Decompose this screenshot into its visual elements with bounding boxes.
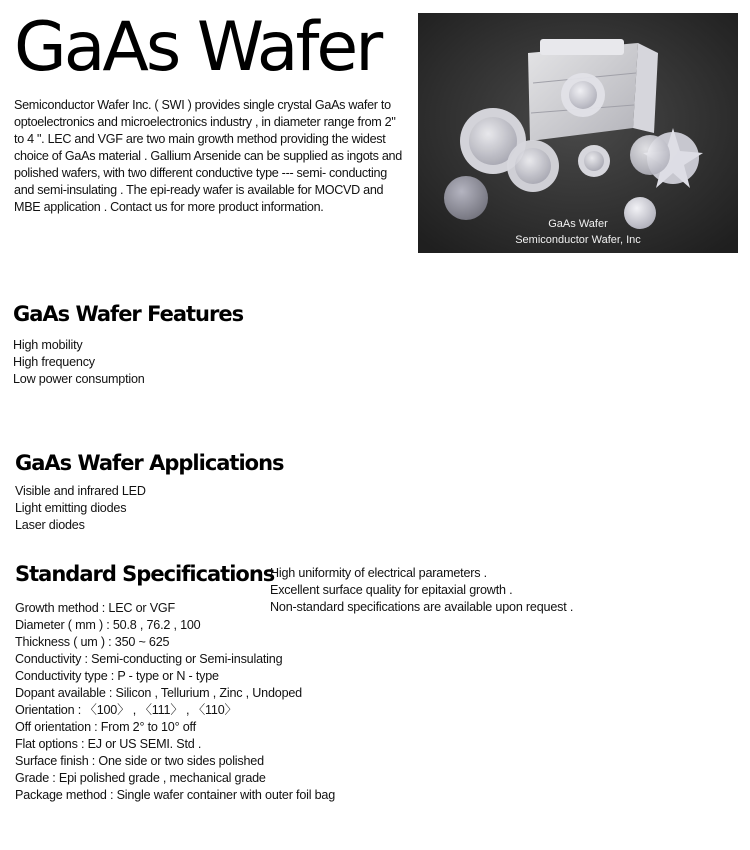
intro-paragraph: Semiconductor Wafer Inc. ( SWI ) provides single crystal GaAs wafer to optoelectronics and microelectronics industry , in diameter range from 2" to 4 ". LEC and VGF are two main growth method providing the widest choice of GaAs material . Gallium Arsenide can be supplied as ingots and polished wafers, with two different conductive type --- semi- conducting and semi-insulating . The epi-ready wafer is available for MOCVD and MBE application . Contact us for more product information. xyxy=(14,98,402,214)
spec-conductivity-type: Conductivity type : P - type or N - type xyxy=(15,669,219,683)
list-item: High frequency xyxy=(13,355,95,369)
page-title: GaAs Wafer xyxy=(14,8,381,87)
list-item: Visible and infrared LED xyxy=(15,484,146,498)
applications-heading: GaAs Wafer Applications xyxy=(15,451,284,475)
list-item: High uniformity of electrical parameters . xyxy=(270,566,487,580)
carrier-mid xyxy=(507,140,559,192)
specifications-heading: Standard Specifications xyxy=(15,562,275,586)
spec-flat-options: Flat options : EJ or US SEMI. Std . xyxy=(15,737,202,751)
features-list xyxy=(13,337,145,388)
spec-package: Package method : Single wafer container with outer foil bag xyxy=(15,788,336,802)
list-item: Low power consumption xyxy=(13,372,145,386)
spec-surface-finish: Surface finish : One side or two sides polished xyxy=(15,754,264,768)
spec-off-orientation: Off orientation : From 2° to 10° off xyxy=(15,720,196,734)
product-photo xyxy=(418,13,738,253)
specifications-list xyxy=(15,600,335,804)
spec-orientation: Orientation : 〈100〉 , 〈111〉 , 〈110〉 xyxy=(15,703,237,717)
spec-diameter: Diameter ( mm ) : 50.8 , 76.2 , 100 xyxy=(15,618,201,632)
spec-growth-method: Growth method : LEC or VGF xyxy=(15,601,175,615)
spec-thickness: Thickness ( um ) : 350 ~ 625 xyxy=(15,635,170,649)
wafer-disc xyxy=(630,135,670,175)
list-item: Laser diodes xyxy=(15,518,85,532)
carrier-top xyxy=(561,73,605,117)
wafer-disc xyxy=(444,176,488,220)
photo-caption-line1: GaAs Wafer xyxy=(548,218,608,230)
spec-conductivity: Conductivity : Semi-conducting or Semi-insulating xyxy=(15,652,283,666)
list-item: Non-standard specifications are available upon request . xyxy=(270,600,574,614)
list-item: High mobility xyxy=(13,338,83,352)
features-heading: GaAs Wafer Features xyxy=(13,302,244,326)
carrier-right xyxy=(578,145,610,177)
list-item: Excellent surface quality for epitaxial growth . xyxy=(270,583,513,597)
applications-list xyxy=(15,483,146,534)
spec-dopant: Dopant available : Silicon , Tellurium , Zinc , Undoped xyxy=(15,686,302,700)
list-item: Light emitting diodes xyxy=(15,501,127,515)
photo-caption-line2: Semiconductor Wafer, Inc xyxy=(515,234,641,246)
spec-grade: Grade : Epi polished grade , mechanical grade xyxy=(15,771,266,785)
